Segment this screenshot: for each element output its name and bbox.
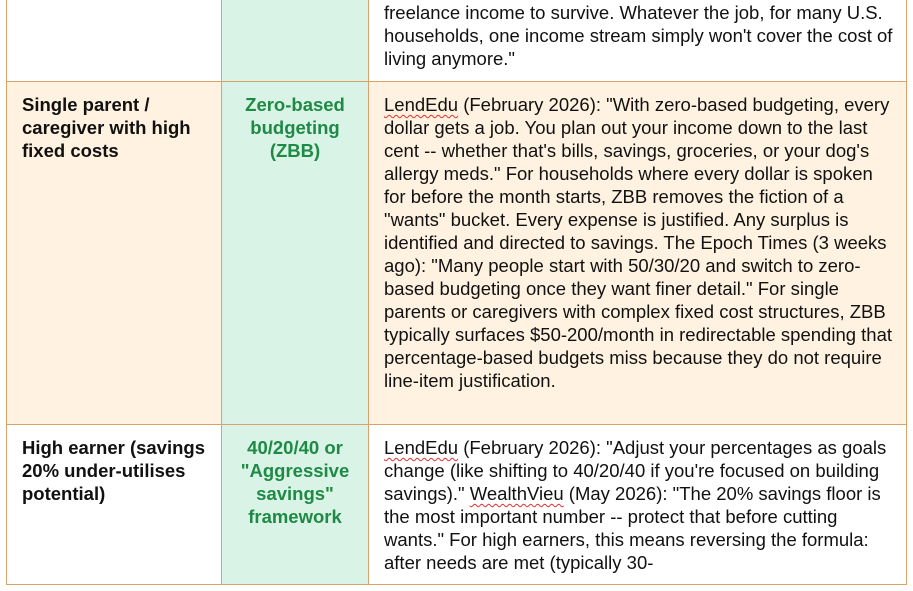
evidence-body: (May 2026): "The 20% savings floor is the most important number -- protect that before cutting wants." For high earners, this means reversing the formula: after needs are met (typically 30- <box>384 483 881 573</box>
evidence-text <box>369 0 906 70</box>
method-cell <box>222 82 369 425</box>
evidence-cell <box>369 425 907 585</box>
method-text: Zero-based budgeting (ZBB) <box>245 94 345 161</box>
budgeting-table-grid <box>6 0 907 585</box>
evidence-body: (February 2026): "With zero-based budgeting, every dollar gets a job. You plan out your income down to the last cent -- whether that's bills, savings, groceries, or your dog's allergy meds." For households where every dollar is spoken for before the month starts, ZBB removes the fiction of a "wants" bucket. Every expense is justified. Any surplus is identified and directed to savings. The Epoch Times (3 weeks ago): "Many people start with 50/30/20 and switch to zero-based budgeting once they want finer detail." For single parents or caregivers with complex fixed cost structures, ZBB typically surfaces $50-200/month in redirectable spending that percentage-based budgets miss because they do not require line-item justification. <box>384 94 893 391</box>
method-text: 40/20/40 or "Aggressive savings" framework <box>240 437 350 527</box>
evidence-text <box>369 425 906 574</box>
source-name: WealthVieu <box>469 483 564 504</box>
evidence-body: freelance income to survive. Whatever the job, for many U.S. households, one income stream simply won't cover the cost of living anymore." <box>384 2 893 69</box>
table-row <box>7 0 907 82</box>
method-cell <box>222 425 369 585</box>
budgeting-table <box>6 0 907 585</box>
profile-text: High earner (savings 20% under-utilises potential) <box>22 437 206 504</box>
profile-cell <box>7 82 222 425</box>
table-row <box>7 425 907 585</box>
profile-cell <box>7 425 222 585</box>
method-cell <box>222 0 369 82</box>
table-row <box>7 82 907 425</box>
profile-text: Single parent / caregiver with high fixed costs <box>22 94 191 161</box>
source-name: LendEdu <box>384 437 459 458</box>
profile-cell <box>7 0 222 82</box>
evidence-cell <box>369 82 907 425</box>
source-name: LendEdu <box>384 94 459 115</box>
evidence-cell <box>369 0 907 82</box>
evidence-text <box>369 82 906 392</box>
evidence-body: (February 2026): "Adjust your percentages as goals change (like shifting to 40/20/40 if you're focused on building savings)." <box>384 437 887 504</box>
